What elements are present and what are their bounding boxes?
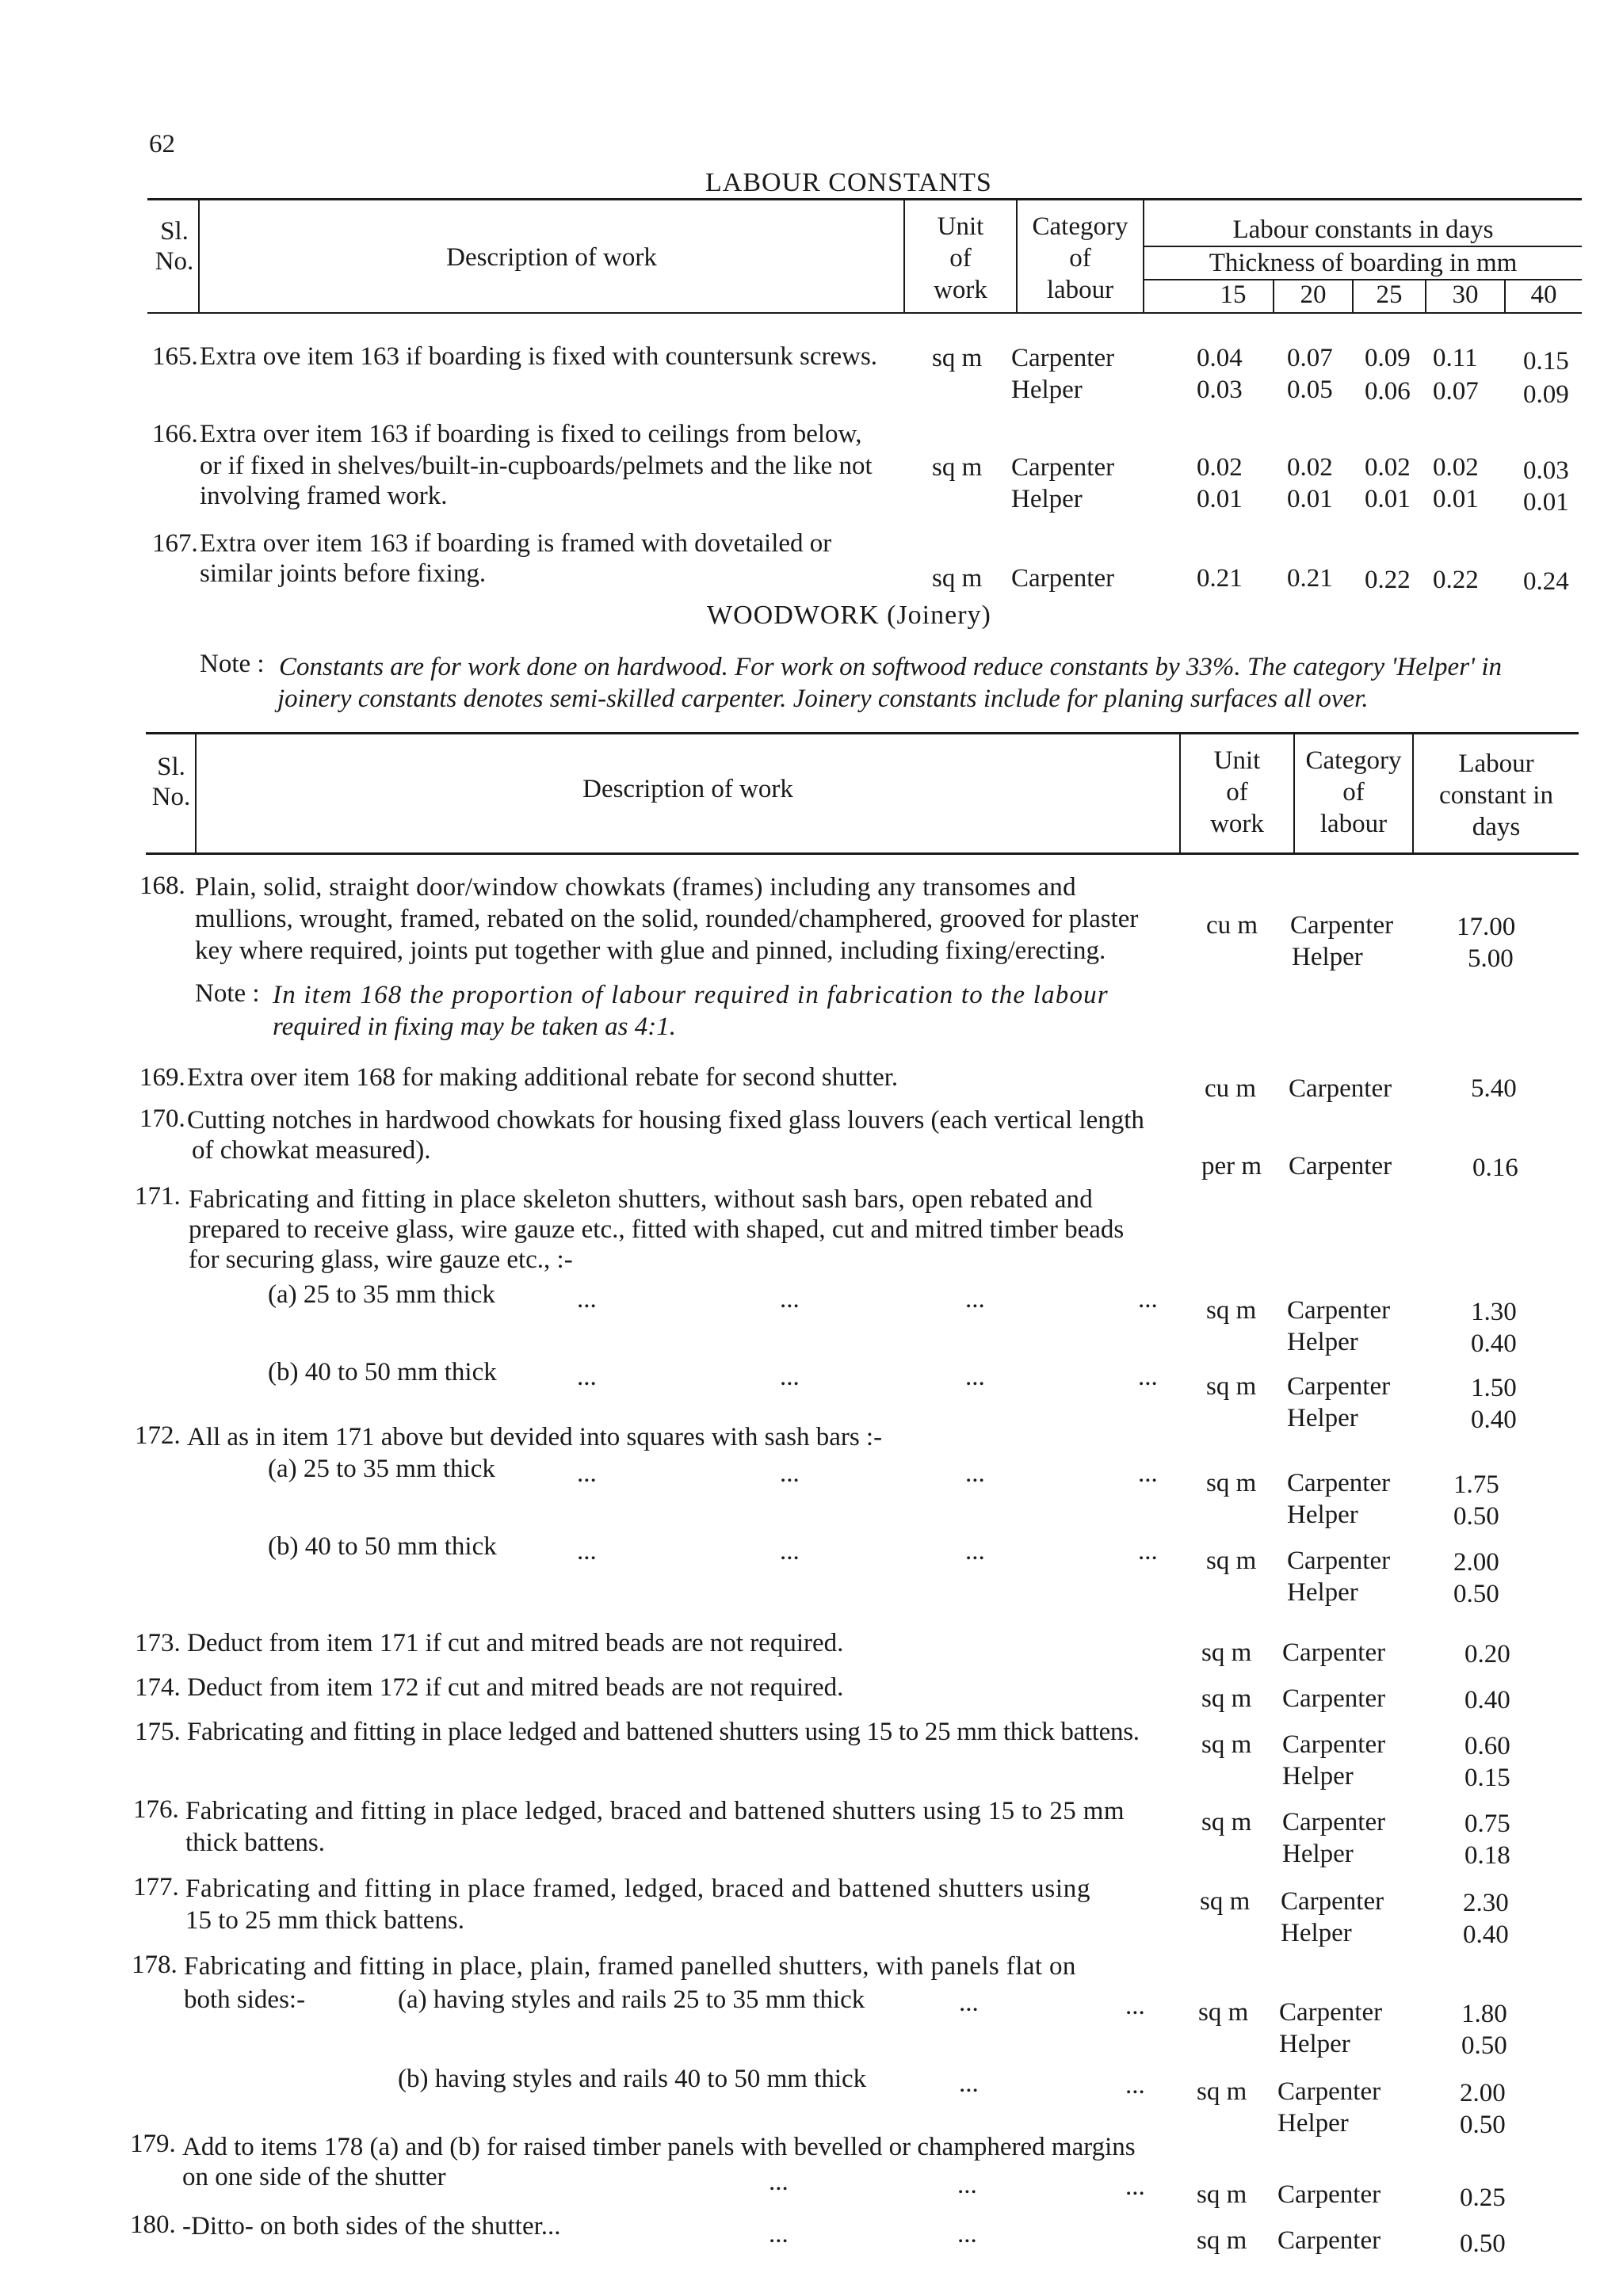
header-thickness-20: 20: [1300, 280, 1327, 309]
value-cell: 0.40: [1471, 1329, 1517, 1358]
value-cell: 0.07: [1433, 377, 1479, 406]
item-category: Carpenter: [1290, 911, 1394, 940]
leader-dots: ...: [965, 1363, 985, 1391]
value-cell: 0.21: [1197, 564, 1243, 593]
item-category: Carpenter: [1282, 1730, 1386, 1759]
header-category: Category: [1032, 212, 1128, 241]
item-number: 166.: [152, 420, 198, 448]
item-unit: cu m: [1206, 911, 1258, 940]
item-description: similar joints before fixing.: [200, 559, 487, 588]
value-cell: 0.01: [1433, 485, 1479, 513]
item-description: Extra over item 163 if boarding is fixed to ceilings from below,: [200, 420, 862, 448]
leader-dots: ...: [1125, 1992, 1145, 2020]
value-cell: 0.60: [1465, 1732, 1510, 1760]
item-category: Helper: [1279, 2030, 1350, 2058]
value-cell: 0.03: [1197, 376, 1243, 404]
value-cell: 0.40: [1471, 1405, 1517, 1434]
leader-dots: ...: [1125, 2071, 1145, 2100]
value-cell: 1.80: [1461, 2000, 1507, 2028]
item-number: 168.: [139, 871, 185, 900]
leader-dots: ...: [965, 1285, 985, 1314]
value-cell: 0.18: [1465, 1841, 1510, 1870]
leader-dots: ...: [957, 2220, 977, 2248]
leader-dots: ...: [965, 1459, 985, 1488]
item-description: All as in item 171 above but devided into squares with sash bars :-: [187, 1423, 883, 1451]
note-text-line2: required in fixing may be taken as 4:1.: [273, 1013, 676, 1041]
leader-dots: ...: [959, 1989, 979, 2017]
leader-dots: ...: [577, 1459, 597, 1488]
item-category: Carpenter: [1289, 1152, 1392, 1180]
item-description: thick battens.: [185, 1829, 325, 1857]
item-category: Helper: [1281, 1919, 1352, 1947]
item-number: 180.: [130, 2210, 176, 2239]
header-no: No.: [151, 783, 191, 811]
note-text-line1: Constants are for work done on hardwood. For work on softwood reduce constants by 33%. The category 'Helper' in: [279, 653, 1503, 681]
item-unit: sq m: [1201, 1684, 1252, 1713]
value-cell: 0.02: [1287, 453, 1333, 482]
subitem-label: (a) 25 to 35 mm thick: [268, 1455, 495, 1483]
item-unit: sq m: [1206, 1372, 1257, 1401]
leader-dots: ...: [965, 1537, 985, 1566]
table2-bottom-rule: [146, 852, 1579, 855]
header-thickness-25: 25: [1376, 280, 1403, 309]
item-description: for securing glass, wire gauze etc., :-: [189, 1245, 573, 1274]
header-unit: Unit: [1213, 746, 1261, 775]
header-labour-constants: Labour constants in days: [1232, 215, 1494, 244]
item-unit: sq m: [1197, 2226, 1247, 2255]
item-category: Carpenter: [1282, 1808, 1386, 1836]
item-description: Extra ove item 163 if boarding is fixed with countersunk screws.: [200, 342, 878, 371]
header-constant-days: days: [1472, 813, 1521, 841]
value-cell: 0.11: [1433, 344, 1478, 372]
value-cell: 0.03: [1523, 456, 1569, 485]
item-category: Helper: [1287, 1501, 1358, 1529]
item-description: Extra over item 168 for making additional rebate for second shutter.: [187, 1063, 899, 1092]
value-cell: 0.15: [1465, 1764, 1510, 1792]
leader-dots: ...: [780, 1459, 800, 1488]
item-number: 171.: [135, 1182, 181, 1211]
item-description: Cutting notches in hardwood chowkats for housing fixed glass louvers (each vertical length: [187, 1106, 1144, 1135]
item-category: Helper: [1287, 1404, 1358, 1432]
item-unit: sq m: [932, 564, 983, 593]
header-no: No.: [155, 247, 194, 276]
item-description: Fabricating and fitting in place framed, ledged, braced and battened shutters using: [185, 1875, 1091, 1903]
item-description: or if fixed in shelves/built-in-cupboards/pelmets and the like not: [200, 452, 873, 480]
value-cell: 0.01: [1197, 485, 1243, 513]
item-unit: sq m: [932, 344, 983, 372]
value-cell: 0.50: [1460, 2111, 1506, 2139]
header-category-labour: labour: [1319, 810, 1388, 838]
page-number: 62: [149, 130, 175, 158]
item-category: Carpenter: [1277, 2077, 1381, 2106]
note-text-line1: In item 168 the proportion of labour required in fabrication to the labour: [273, 981, 1109, 1009]
item-description: prepared to receive glass, wire gauze etc., fitted with shaped, cut and mitred timber beads: [189, 1215, 1125, 1244]
value-cell: 17.00: [1457, 913, 1516, 941]
item-category: Carpenter: [1281, 1887, 1384, 1916]
leader-dots: ...: [780, 1285, 800, 1314]
item-category: Carpenter: [1282, 1638, 1386, 1667]
value-cell: 2.00: [1460, 2079, 1506, 2107]
item-unit: sq m: [1206, 1469, 1257, 1497]
item-number: 179.: [130, 2130, 176, 2158]
header-sl: Sl.: [160, 217, 189, 246]
item-unit: sq m: [1200, 1887, 1251, 1916]
leader-dots: ...: [1138, 1285, 1158, 1314]
value-cell: 1.50: [1471, 1374, 1517, 1402]
leader-dots: ...: [577, 1537, 597, 1566]
value-cell: 0.07: [1287, 344, 1333, 372]
leader-dots: ...: [1138, 1537, 1158, 1566]
value-cell: 0.24: [1523, 567, 1569, 596]
item-number: 176.: [133, 1795, 179, 1824]
item-description: involving framed work.: [200, 482, 448, 510]
subitem-label: (b) 40 to 50 mm thick: [268, 1358, 497, 1386]
item-unit: sq m: [1206, 1296, 1257, 1325]
subitem-label: (b) having styles and rails 40 to 50 mm thick: [398, 2065, 867, 2093]
leader-dots: ...: [577, 1285, 597, 1314]
leader-dots: ...: [959, 2069, 979, 2098]
header-unit: Unit: [937, 212, 984, 241]
header-description: Description of work: [446, 243, 657, 272]
value-cell: 0.02: [1197, 453, 1243, 482]
item-number: 169.: [139, 1063, 185, 1092]
leader-dots: ...: [1138, 1363, 1158, 1391]
note-text-line2: joinery constants denotes semi-skilled carpenter. Joinery constants include for planing surfaces all over.: [277, 685, 1369, 713]
leader-dots: ...: [1125, 2172, 1145, 2201]
item-unit: sq m: [1197, 2180, 1247, 2209]
header-description: Description of work: [582, 775, 793, 803]
item-description: -Ditto- on both sides of the shutter...: [182, 2212, 561, 2241]
item-description: Deduct from item 172 if cut and mitred beads are not required.: [187, 1673, 844, 1702]
value-cell: 0.21: [1287, 564, 1333, 593]
value-cell: 0.05: [1287, 376, 1333, 404]
section-title-woodwork: WOODWORK (Joinery): [707, 601, 991, 630]
item-category: Carpenter: [1287, 1469, 1391, 1497]
value-cell: 0.22: [1365, 566, 1411, 594]
header-thickness: Thickness of boarding in mm: [1209, 249, 1518, 277]
value-cell: 0.50: [1453, 1580, 1499, 1608]
item-description: Fabricating and fitting in place ledged and battened shutters using 15 to 25 mm thick battens.: [187, 1718, 1140, 1746]
subitem-label: (a) 25 to 35 mm thick: [268, 1280, 495, 1309]
header-category-of: of: [1342, 778, 1365, 807]
value-cell: 0.01: [1523, 488, 1569, 517]
header-category-of: of: [1069, 244, 1091, 273]
item-number: 177.: [133, 1873, 179, 1901]
note-label: Note :: [195, 979, 260, 1008]
item-category: Carpenter: [1011, 344, 1115, 372]
value-cell: 1.75: [1453, 1470, 1499, 1499]
item-unit: sq m: [1201, 1638, 1252, 1667]
subitem-label: (a) having styles and rails 25 to 35 mm thick: [398, 1985, 865, 2014]
leader-dots: ...: [780, 1537, 800, 1566]
header-constant-in: constant in: [1439, 781, 1553, 810]
value-cell: 2.30: [1463, 1889, 1509, 1917]
item-number: 167.: [152, 529, 198, 558]
value-cell: 0.25: [1460, 2183, 1506, 2212]
section-title-labour-constants: LABOUR CONSTANTS: [705, 168, 992, 197]
item-description: both sides:-: [184, 1985, 306, 2014]
value-cell: 0.06: [1365, 377, 1411, 406]
header-unit-work: work: [934, 276, 987, 304]
table1-top-rule: [147, 198, 1582, 200]
item-category: Carpenter: [1289, 1074, 1392, 1103]
value-cell: 0.09: [1365, 344, 1411, 372]
item-description: Fabricating and fitting in place, plain, framed panelled shutters, with panels flat on: [184, 1952, 1076, 1981]
item-category: Helper: [1277, 2109, 1349, 2138]
header-category-labour: labour: [1046, 276, 1114, 304]
value-cell: 0.40: [1463, 1920, 1509, 1949]
leader-dots: ...: [957, 2171, 977, 2199]
value-cell: 0.02: [1365, 453, 1411, 482]
item-category: Helper: [1011, 485, 1083, 513]
leader-dots: ...: [769, 2168, 789, 2196]
item-number: 174.: [135, 1673, 181, 1702]
item-category: Carpenter: [1277, 2180, 1381, 2209]
item-category: Carpenter: [1282, 1684, 1386, 1713]
value-cell: 0.02: [1433, 453, 1479, 482]
item-category: Carpenter: [1287, 1372, 1391, 1401]
item-description: Fabricating and fitting in place skeleton shutters, without sash bars, open rebated and: [189, 1185, 1093, 1214]
item-description: on one side of the shutter: [182, 2163, 446, 2191]
item-number: 175.: [135, 1718, 181, 1746]
item-category: Helper: [1287, 1328, 1358, 1356]
value-cell: 0.16: [1472, 1154, 1518, 1182]
item-number: 173.: [135, 1629, 181, 1657]
leader-dots: ...: [1138, 1459, 1158, 1488]
item-description: Extra over item 163 if boarding is framed with dovetailed or: [200, 529, 832, 558]
value-cell: 1.30: [1471, 1298, 1517, 1326]
item-number: 170.: [139, 1104, 185, 1133]
value-cell: 0.01: [1287, 485, 1333, 513]
item-category: Carpenter: [1011, 564, 1115, 593]
header-category: Category: [1305, 746, 1402, 775]
value-cell: 0.04: [1197, 344, 1243, 372]
item-description: Deduct from item 171 if cut and mitred beads are not required.: [187, 1629, 844, 1657]
table1-bottom-rule: [147, 312, 1582, 314]
item-category: Carpenter: [1287, 1547, 1391, 1575]
header-thickness-15: 15: [1220, 280, 1247, 309]
leader-dots: ...: [577, 1363, 597, 1391]
item-description: Plain, solid, straight door/window chowkats (frames) including any transomes and: [195, 873, 1076, 902]
value-cell: 0.09: [1523, 380, 1569, 409]
value-cell: 0.75: [1465, 1810, 1510, 1838]
note-label: Note :: [200, 650, 265, 678]
header-unit-of: of: [1226, 778, 1248, 807]
item-unit: sq m: [1197, 2077, 1247, 2106]
item-description: mullions, wrought, framed, rebated on the solid, rounded/champhered, grooved for plaster: [195, 905, 1139, 933]
leader-dots: ...: [769, 2220, 789, 2248]
header-constant: Labour: [1458, 749, 1534, 778]
value-cell: 5.00: [1468, 944, 1514, 973]
item-unit: sq m: [1201, 1808, 1252, 1836]
item-number: 165.: [152, 342, 198, 371]
value-cell: 0.15: [1523, 347, 1569, 376]
value-cell: 0.50: [1460, 2229, 1506, 2258]
item-number: 172.: [135, 1421, 181, 1450]
item-category: Carpenter: [1287, 1296, 1391, 1325]
item-unit: sq m: [932, 453, 983, 482]
item-category: Helper: [1282, 1762, 1354, 1791]
item-category: Carpenter: [1277, 2226, 1381, 2255]
item-unit: per m: [1201, 1152, 1262, 1180]
item-category: Carpenter: [1011, 453, 1115, 482]
value-cell: 0.20: [1465, 1640, 1510, 1669]
item-description: key where required, joints put together with glue and pinned, including fixing/erecting.: [195, 936, 1106, 965]
item-description: of chowkat measured).: [192, 1136, 431, 1165]
header-thickness-30: 30: [1452, 280, 1479, 309]
leader-dots: ...: [780, 1363, 800, 1391]
item-unit: sq m: [1198, 1998, 1249, 2027]
item-category: Helper: [1287, 1578, 1358, 1607]
subitem-label: (b) 40 to 50 mm thick: [268, 1532, 497, 1561]
value-cell: 0.50: [1461, 2031, 1507, 2060]
value-cell: 0.22: [1433, 566, 1479, 594]
header-sl: Sl.: [157, 753, 185, 781]
value-cell: 0.01: [1365, 485, 1411, 513]
header-thickness-40: 40: [1530, 280, 1557, 309]
item-unit: sq m: [1206, 1547, 1257, 1575]
item-description: Fabricating and fitting in place ledged, braced and battened shutters using 15 to 25 mm: [185, 1797, 1125, 1825]
header-unit-of: of: [949, 244, 972, 273]
item-category: Helper: [1011, 376, 1083, 404]
table2-top-rule: [146, 732, 1579, 734]
item-category: Helper: [1282, 1840, 1354, 1868]
value-cell: 0.40: [1465, 1686, 1510, 1714]
item-unit: sq m: [1201, 1730, 1252, 1759]
item-category: Helper: [1292, 943, 1363, 971]
item-number: 178.: [132, 1951, 178, 1979]
value-cell: 5.40: [1471, 1074, 1517, 1103]
value-cell: 0.50: [1453, 1502, 1499, 1531]
item-unit: cu m: [1205, 1074, 1257, 1103]
value-cell: 2.00: [1453, 1548, 1499, 1577]
header-unit-work: work: [1210, 810, 1264, 838]
item-description: Add to items 178 (a) and (b) for raised timber panels with bevelled or champhered margins: [182, 2133, 1136, 2161]
item-category: Carpenter: [1279, 1998, 1383, 2027]
item-description: 15 to 25 mm thick battens.: [185, 1906, 464, 1935]
